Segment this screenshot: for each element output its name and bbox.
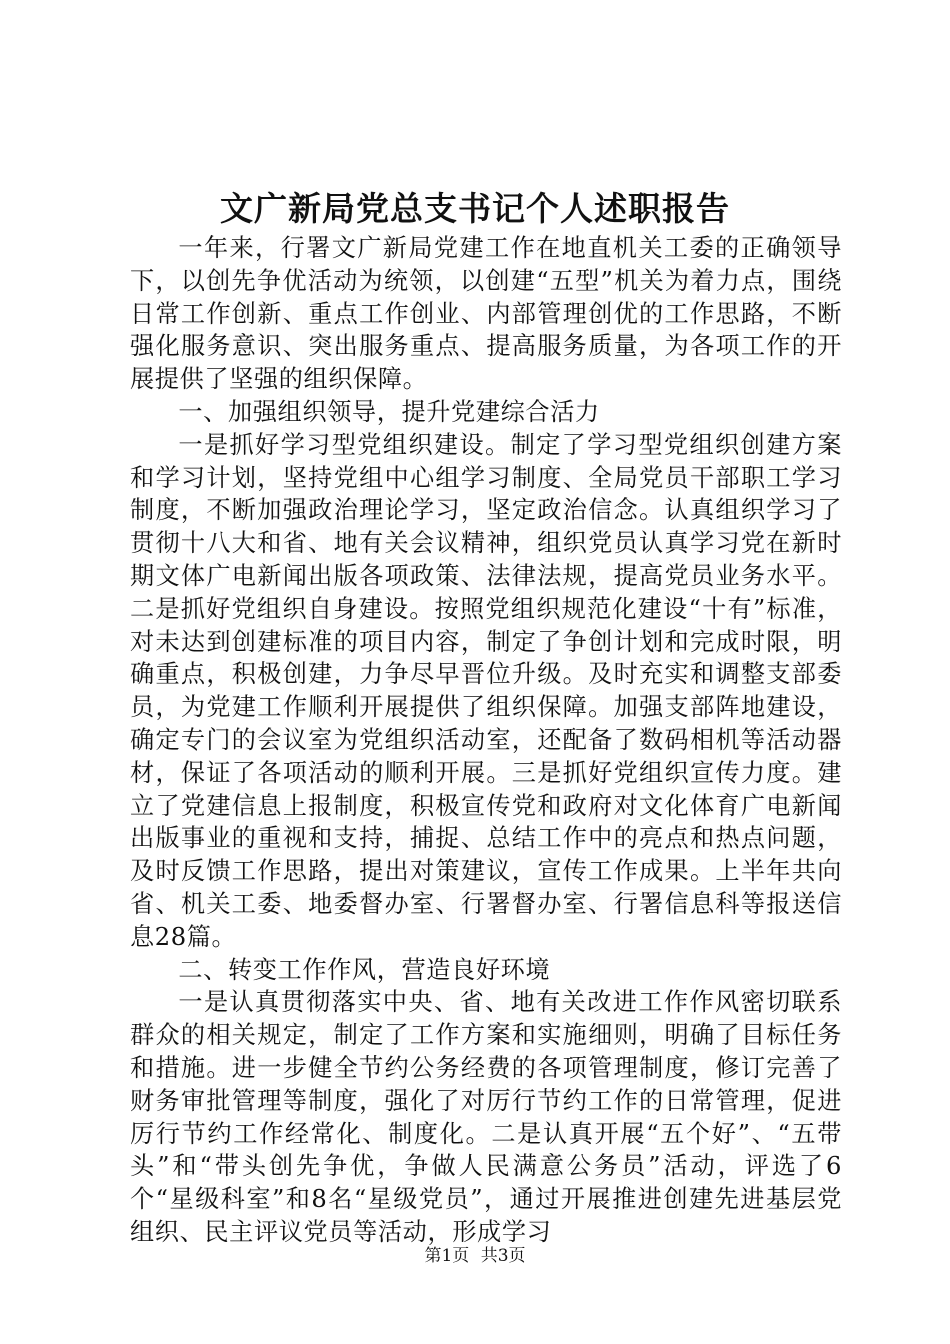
page-footer [0, 1244, 950, 1268]
section-heading-1: 一、加强组织领导，提升党建综合活力 [178, 397, 600, 426]
intro-paragraph: 一年来，行署文广新局党建工作在地直机关工委的正确领导下，以创先争优活动为统领，以创建“五型”机关为着力点，围绕日常工作创新、重点工作创业、内部管理创优的工作思路，不断强化服务意识、突出服务重点、提高服务质量，为各项工作的开展提供了坚强的组织保障。 [130, 234, 842, 394]
page-number: 第1页 [424, 1246, 470, 1266]
document-body [130, 232, 842, 1249]
section-2-paragraph: 一是认真贯彻落实中央、省、地有关改进工作作风密切联系群众的相关规定，制定了工作方案和实施细则，明确了目标任务和措施。进一步健全节约公务经费的各项管理制度，修订完善了财务审批管理等制度，强化了对厉行节约工作的日常管理，促进厉行节约工作经常化、制度化。二是认真开展“五个好”、“五带头”和“带头创先争优，争做人民满意公务员”活动，评选了6个“星级科室”和8名“星级党员”，通过开展推进创建先进基层党组织、民主评议党员等活动，形成学习 [130, 988, 842, 1246]
page-total: 共3页 [480, 1246, 526, 1266]
section-heading-2: 二、转变工作作风，营造良好环境 [178, 955, 551, 984]
section-1-paragraph: 一是抓好学习型党组织建设。制定了学习型党组织创建方案和学习计划，坚持党组中心组学习制度、全局党员干部职工学习制度，不断加强政治理论学习，坚定政治信念。认真组织学习了贯彻十八大和省、地有关会议精神，组织党员认真学习党在新时期文体广电新闻出版各项政策、法律法规，提高党员业务水平。二是抓好党组织自身建设。按照党组织规范化建设“十有”标准，对未达到创建标准的项目内容，制定了争创计划和完成时限，明确重点，积极创建，力争尽早晋位升级。及时充实和调整支部委员，为党建工作顺利开展提供了组织保障。加强支部阵地建设，确定专门的会议室为党组织活动室，还配备了数码相机等活动器材，保证了各项活动的顺利开展。三是抓好党组织宣传力度。建立了党建信息上报制度，积极宣传党和政府对文化体育广电新闻出版事业的重视和支持，捕捉、总结工作中的亮点和热点问题，及时反馈工作思路，提出对策建议，宣传工作成果。上半年共向省、机关工委、地委督办室、行署督办室、行署信息科等报送信息28篇。 [130, 430, 842, 951]
document-title: 文广新局党总支书记个人述职报告 [220, 189, 730, 228]
